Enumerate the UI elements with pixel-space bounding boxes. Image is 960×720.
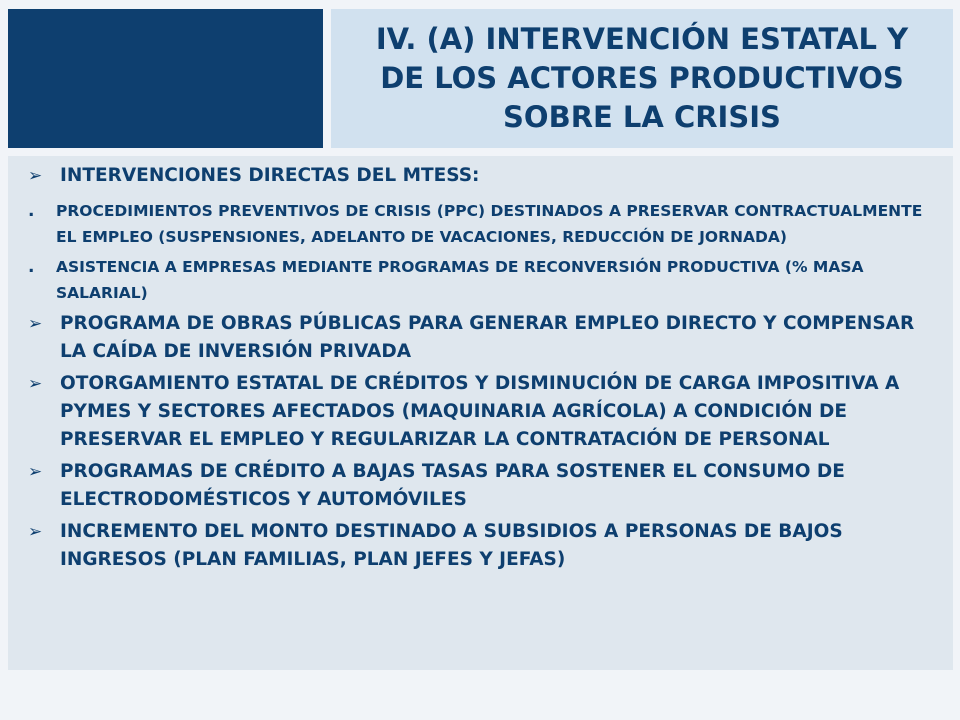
list-item — [28, 310, 933, 366]
list-item-text: INTERVENCIONES DIRECTAS DEL MTESS: — [60, 165, 480, 186]
list-item — [28, 518, 933, 574]
dot-bullet-icon: . — [28, 201, 35, 221]
slide-title — [376, 20, 908, 137]
bullet-list — [8, 156, 953, 670]
list-item — [28, 370, 933, 454]
title-line-2: DE LOS ACTORES PRODUCTIVOS — [380, 61, 904, 95]
arrow-bullet-icon: ➢ — [28, 462, 43, 482]
list-item-text: OTORGAMIENTO ESTATAL DE CRÉDITOS Y DISMINUCIÓN DE CARGA IMPOSITIVA A PYMES Y SECTORES AFECTADOS (MAQUINARIA AGRÍCOLA) A CONDICIÓN DE PRESERVAR EL EMPLEO Y REGULARIZAR LA CONTRATACIÓN DE PERSONAL — [60, 373, 900, 450]
list-item — [28, 162, 933, 190]
list-item-text: INCREMENTO DEL MONTO DESTINADO A SUBSIDIOS A PERSONAS DE BAJOS INGRESOS (PLAN FAMILIAS, PLAN JEFES Y JEFAS) — [60, 521, 843, 570]
list-item-text: ASISTENCIA A EMPRESAS MEDIANTE PROGRAMAS DE RECONVERSIÓN PRODUCTIVA (% MASA SALARIAL) — [56, 258, 864, 302]
arrow-bullet-icon: ➢ — [28, 314, 43, 334]
list-item-text: PROGRAMAS DE CRÉDITO A BAJAS TASAS PARA SOSTENER EL CONSUMO DE ELECTRODOMÉSTICOS Y AUTOMÓVILES — [60, 461, 845, 510]
list-item-text: PROCEDIMIENTOS PREVENTIVOS DE CRISIS (PPC) DESTINADOS A PRESERVAR CONTRACTUALMENTE EL EMPLEO (SUSPENSIONES, ADELANTO DE VACACIONES, REDUCCIÓN DE JORNADA) — [56, 202, 923, 246]
decorative-block — [8, 9, 323, 148]
title-box — [331, 9, 953, 148]
arrow-bullet-icon: ➢ — [28, 522, 43, 542]
title-line-3: SOBRE LA CRISIS — [503, 100, 781, 134]
title-line-1: IV. (A) INTERVENCIÓN ESTATAL Y — [375, 22, 909, 56]
list-item — [28, 458, 933, 514]
list-item-text: PROGRAMA DE OBRAS PÚBLICAS PARA GENERAR EMPLEO DIRECTO Y COMPENSAR LA CAÍDA DE INVERSIÓN PRIVADA — [60, 313, 915, 362]
dot-bullet-icon: . — [28, 257, 35, 277]
list-item — [28, 254, 933, 306]
arrow-bullet-icon: ➢ — [28, 374, 43, 394]
list-item — [28, 198, 933, 250]
arrow-bullet-icon: ➢ — [28, 166, 43, 186]
